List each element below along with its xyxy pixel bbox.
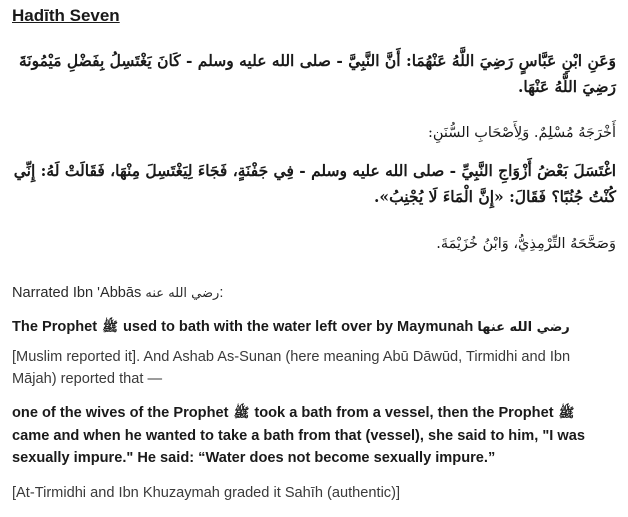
translation-2-part-a: one of the wives of the Prophet (12, 405, 229, 421)
arabic-second-narration: اغْتَسَلَ بَعْضُ أَزْوَاجِ النَّبِيِّ - صلى الله عليه وسلم - فِي جَفْنَةٍ، فَجَاءَ لِيَغْتَسِلَ مِنْهَا، فَقَالَتْ لَهُ: إِنِّي كُنْتُ جُنُبًا؟ فَقَالَ: «إِنَّ الْمَاءَ لَا يُجْنِبُ». (13, 161, 616, 206)
salutation-icon: ﷺ (233, 406, 250, 421)
english-reference-1: [Muslim reported it]. And Ashab As-Sunan (here meaning Abū Dāwūd, Tirmidhi and Ibn Mājah) reported that — (12, 349, 571, 387)
translation-1-part-a: The Prophet (12, 319, 98, 335)
arabic-narration: وَعَنِ ابْنِ عَبَّاسٍ رَضِيَ اللَّهُ عَنْهُمَا: أَنَّ النَّبِيَّ - صلى الله عليه وسلم - كَانَ يَغْتَسِلُ بِفَضْلِ مَيْمُونَةَ رَضِيَ اللَّهُ عَنْهَا. (18, 51, 616, 96)
narrator-prefix: Narrated Ibn 'Abbās (12, 285, 142, 301)
translation-1-part-b: used to bath with the water left over by Maymunah (122, 319, 474, 335)
hadith-title: Hadīth Seven (12, 6, 120, 25)
narrator-honorific: رضي الله عنه (145, 286, 220, 301)
english-grading-note: [At-Tirmidhi and Ibn Khuzaymah graded it Sahīh (authentic)] (12, 485, 401, 501)
english-narrator-line (12, 282, 616, 305)
narrator-suffix: : (219, 285, 224, 301)
salutation-icon: ﷺ (102, 320, 118, 335)
translation-1-honorific: رضي الله عنها (477, 320, 570, 335)
english-translation-2 (12, 402, 616, 469)
salutation-icon: ﷺ (558, 406, 575, 421)
translation-2-part-c: came and when he wanted to take a bath from that (vessel), she said to him, "I was sexually impure." He said: “Water does not become sexually impure.” (12, 428, 585, 466)
arabic-reported-by: أَخْرَجَهُ مُسْلِمٌ. وَلِأَصْحَابِ السُّنَنِ: (427, 125, 616, 141)
english-translation-1 (12, 316, 616, 339)
translation-2-part-b: took a bath from a vessel, then the Prophet (254, 405, 554, 421)
arabic-graded-by: وَصَحَّحَهُ التِّرْمِذِيُّ، وَابْنُ خُزَيْمَةَ. (436, 236, 616, 252)
